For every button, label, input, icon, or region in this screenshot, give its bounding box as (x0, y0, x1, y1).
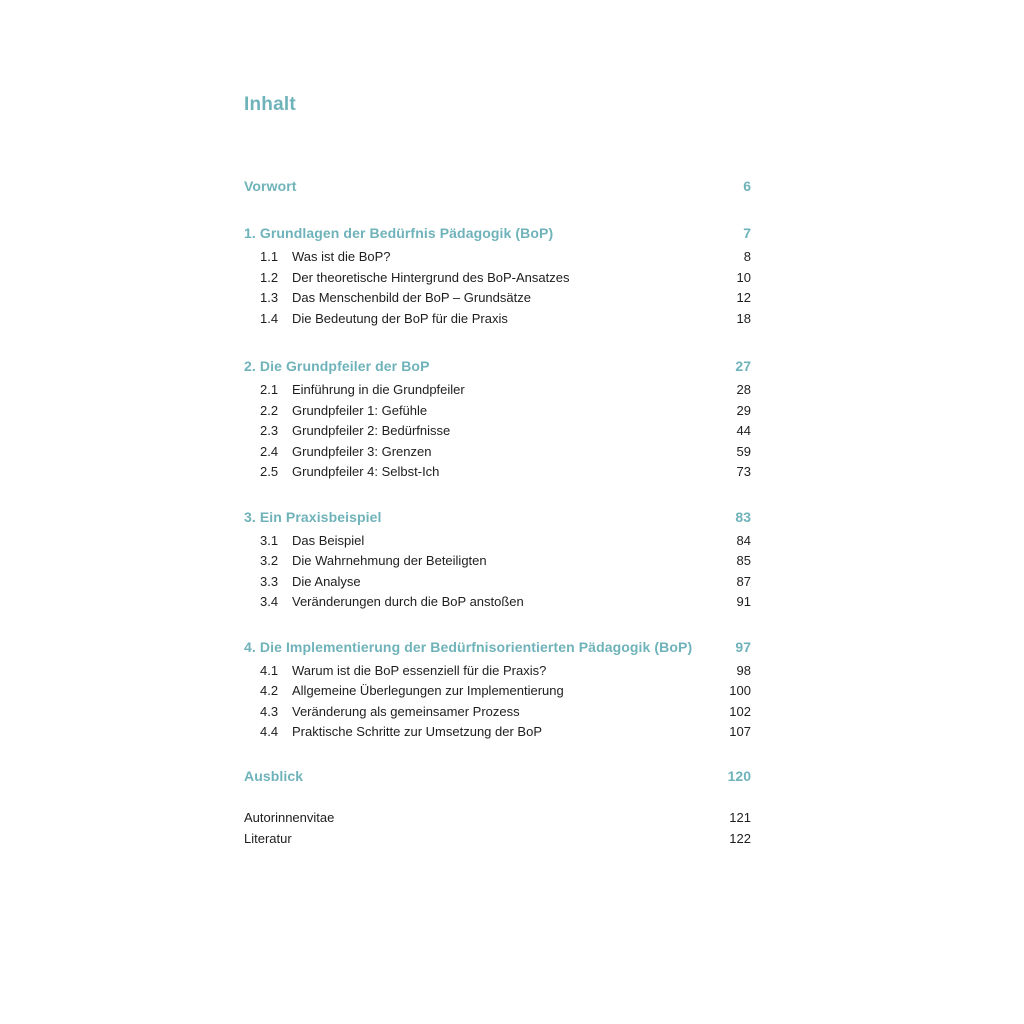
toc-chapter-entry (244, 176, 751, 196)
toc-section-entry (260, 401, 751, 421)
toc-page-number: 107 (729, 724, 751, 739)
toc-entry-label: Veränderungen durch die BoP anstoßen (292, 594, 524, 609)
toc-entry-label: Autorinnenvitae (244, 810, 335, 825)
toc-section-number: 3.2 (260, 553, 279, 568)
toc-page-number: 87 (736, 574, 751, 589)
toc-section-entry (260, 551, 751, 571)
toc-entry-label: 4. Die Implementierung der Bedürfnisorientierten Pädagogik (BoP) (244, 639, 693, 655)
toc-entry-label: Die Wahrnehmung der Beteiligten (292, 553, 487, 568)
toc-section-number: 4.3 (260, 704, 279, 719)
toc-entry-label: Was ist die BoP? (292, 249, 391, 264)
toc-entry-label: Literatur (244, 831, 292, 846)
toc-entry-label: 3. Ein Praxisbeispiel (244, 509, 382, 525)
toc-section-entry (260, 462, 751, 482)
toc-section-number: 4.4 (260, 724, 279, 739)
toc-chapter-entry (244, 766, 751, 786)
toc-section-number: 1.2 (260, 270, 279, 285)
toc-page-number: 85 (736, 553, 751, 568)
toc-section-entry (260, 681, 751, 701)
toc-entry (244, 829, 751, 849)
toc-page-number: 122 (729, 831, 751, 846)
toc-page-number: 44 (736, 423, 751, 438)
toc-entry-label: 2. Die Grundpfeiler der BoP (244, 358, 430, 374)
toc-page-number: 98 (736, 663, 751, 678)
toc-entry-label: Das Beispiel (292, 533, 365, 548)
toc-section-number: 4.2 (260, 683, 279, 698)
toc-section-number: 2.4 (260, 444, 279, 459)
toc-entry-label: Der theoretische Hintergrund des BoP-Ansatzes (292, 270, 570, 285)
toc-entry-label: Die Bedeutung der BoP für die Praxis (292, 311, 508, 326)
toc-page-number: 18 (736, 311, 751, 326)
toc-section-entry (260, 592, 751, 612)
toc-section-entry (260, 288, 751, 308)
toc-entry-label: Ausblick (244, 768, 304, 784)
toc-section-number: 3.3 (260, 574, 279, 589)
toc-entry-label: 1. Grundlagen der Bedürfnis Pädagogik (BoP) (244, 225, 554, 241)
toc-section-number: 1.4 (260, 311, 279, 326)
toc-section-number: 4.1 (260, 663, 279, 678)
toc-section-entry (260, 661, 751, 681)
toc-page-number: 73 (736, 464, 751, 479)
toc-chapter-entry (244, 356, 751, 376)
toc-chapter-entry (244, 507, 751, 527)
toc-section-entry (260, 531, 751, 551)
toc-entry (244, 808, 751, 828)
toc-page-number: 59 (736, 444, 751, 459)
toc-page-number: 100 (729, 683, 751, 698)
toc-page-number: 120 (727, 768, 751, 784)
toc-entry-label: Das Menschenbild der BoP – Grundsätze (292, 290, 531, 305)
toc-section-entry (260, 247, 751, 267)
toc-section-entry (260, 380, 751, 400)
toc-section-entry (260, 702, 751, 722)
toc-section-number: 2.1 (260, 382, 279, 397)
toc-page-number: 27 (735, 358, 751, 374)
toc-section-entry (260, 442, 751, 462)
toc-chapter-entry (244, 223, 751, 243)
toc-section-number: 1.1 (260, 249, 279, 264)
toc-page-number: 29 (736, 403, 751, 418)
toc-section-entry (260, 309, 751, 329)
toc-section-entry (260, 722, 751, 742)
toc-entry-label: Grundpfeiler 2: Bedürfnisse (292, 423, 451, 438)
toc-page-number: 97 (735, 639, 751, 655)
toc-section-number: 2.5 (260, 464, 279, 479)
toc-section-number: 2.2 (260, 403, 279, 418)
toc-entry-label: Grundpfeiler 1: Gefühle (292, 403, 428, 418)
toc-entry-label: Grundpfeiler 4: Selbst-Ich (292, 464, 440, 479)
toc-entry-label: Praktische Schritte zur Umsetzung der BoP (292, 724, 542, 739)
toc-section-number: 3.4 (260, 594, 279, 609)
toc-entry-label: Allgemeine Überlegungen zur Implementierung (292, 683, 564, 698)
toc-section-entry (260, 572, 751, 592)
toc-page-number: 12 (736, 290, 751, 305)
toc-page-number: 7 (743, 225, 751, 241)
toc-section-number: 2.3 (260, 423, 279, 438)
toc-section-entry (260, 421, 751, 441)
toc-entry-label: Veränderung als gemeinsamer Prozess (292, 704, 520, 719)
page-title: Inhalt (244, 94, 296, 115)
toc-page-number: 8 (743, 249, 751, 264)
toc-page-number: 91 (736, 594, 751, 609)
toc-entry-label: Warum ist die BoP essenziell für die Praxis? (292, 663, 547, 678)
toc-page-number: 83 (735, 509, 751, 525)
toc-page-number: 6 (743, 178, 751, 194)
toc-entry-label: Einführung in die Grundpfeiler (292, 382, 465, 397)
toc-section-number: 1.3 (260, 290, 279, 305)
toc-chapter-entry (244, 637, 751, 657)
toc-page-number: 121 (729, 810, 751, 825)
toc-page-number: 84 (736, 533, 751, 548)
toc-entry-label: Vorwort (244, 178, 297, 194)
toc-page-number: 28 (736, 382, 751, 397)
toc-section-number: 3.1 (260, 533, 279, 548)
toc-section-entry (260, 268, 751, 288)
toc-entry-label: Grundpfeiler 3: Grenzen (292, 444, 432, 459)
toc-page-number: 10 (736, 270, 751, 285)
toc-entry-label: Die Analyse (292, 574, 361, 589)
toc-page-number: 102 (729, 704, 751, 719)
